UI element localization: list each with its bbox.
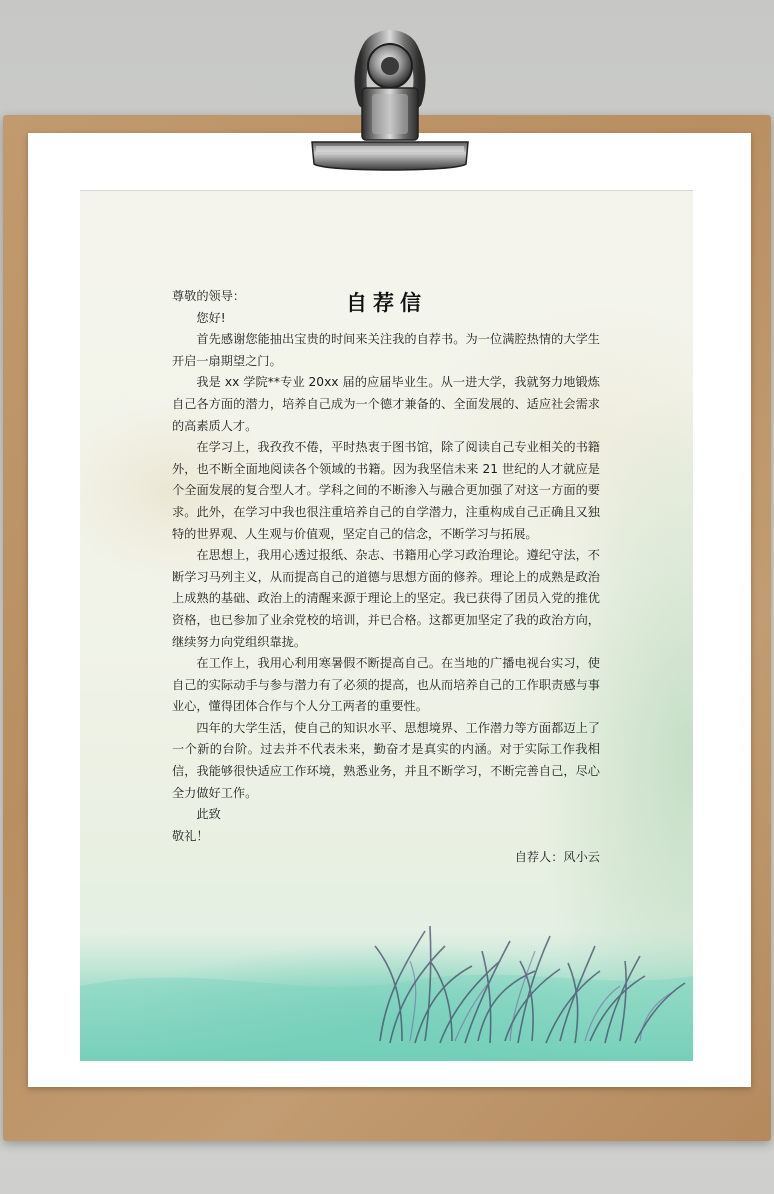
letter-page xyxy=(80,190,693,1061)
letter-title: 自荐信 xyxy=(346,290,427,315)
paragraph-work: 在工作上，我用心利用寒暑假不断提高自己。在当地的广播电视台实习，使自己的实际动手与参与潜力有了必须的提高，也从而培养自己的工作职责感与事业心，懂得团体合作与个人分工两者的重要性。 xyxy=(172,656,600,714)
paragraph-study: 在学习上，我孜孜不倦，平时热衷于图书馆，除了阅读自己专业相关的书籍外，也不断全面地阅读各个领域的书籍。因为我坚信未来 21 世纪的人才就应是个全面发展的复合型人才。学科之间的不断渗入与融合更加强了对这一方面的要求。此外，在学习中我也很注重培养自己的自学潜力，注重构成自己正确且又独特的世界观、人生观与价值观，坚定自己的信念，不断学习与拓展。 xyxy=(172,440,600,541)
grass-illustration xyxy=(80,891,693,1061)
binder-clip-icon xyxy=(306,24,474,176)
closing-regards: 此致 xyxy=(196,807,221,822)
signature: 自荐人：风小云 xyxy=(514,850,600,865)
paragraph-summary: 四年的大学生活，使自己的知识水平、思想境界、工作潜力等方面都迈上了一个新的台阶。过去并不代表未来，勤奋才是真实的内涵。对于实际工作我相信，我能够很快适应工作环境，熟悉业务，并且不断学习，不断完善自己，尽心全力做好工作。 xyxy=(172,720,600,800)
greeting: 您好! xyxy=(196,310,226,325)
paragraph-intro: 首先感谢您能抽出宝贵的时间来关注我的自荐书。为一位满腔热情的大学生开启一扇期望之门。 xyxy=(172,332,600,368)
salutation: 尊敬的领导： xyxy=(172,289,246,303)
paragraph-ideology: 在思想上，我用心透过报纸、杂志、书籍用心学习政治理论。遵纪守法，不断学习马列主义，从而提高自己的道德与思想方面的修养。理论上的成熟是政治上成熟的基础、政治上的清醒来源于理论上的坚定。我已获得了团员入党的推优资格，也已参加了业余党校的培训，并已合格。这都更加坚定了我的政治方向，继续努力向党组织靠拢。 xyxy=(172,548,600,649)
closing-salute: 敬礼！ xyxy=(172,828,209,843)
paragraph-background: 我是 xx 学院**专业 20xx 届的应届毕业生。从一进大学，我就努力地锻炼自己各方面的潜力，培养自己成为一个德才兼备的、全面发展的、适应社会需求的高素质人才。 xyxy=(172,375,600,433)
letter-body xyxy=(172,286,600,869)
